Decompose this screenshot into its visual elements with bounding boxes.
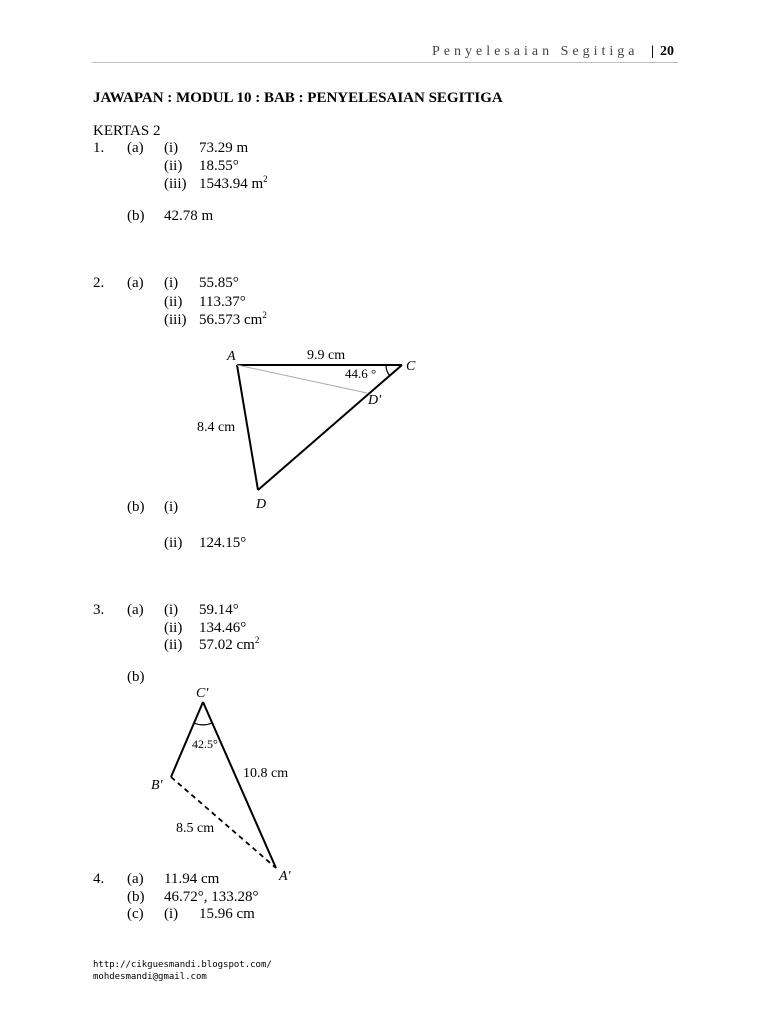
q3-vertex-c-label: C' <box>196 686 209 701</box>
q3-a-i-value: 59.14° <box>199 602 239 618</box>
q2-a-i-label: (i) <box>164 275 179 291</box>
q2-b-i-label: (i) <box>164 499 179 515</box>
section-label: KERTAS 2 <box>93 123 161 139</box>
q4-c-i-value: 15.96 cm <box>199 906 255 922</box>
q4-a-label: (a) <box>127 871 144 887</box>
q3-angle-c-arc <box>194 723 212 725</box>
q2-vertex-d-prime-label: D' <box>368 393 382 408</box>
q4-c-i-label: (i) <box>164 906 179 922</box>
q2-b-ii-value: 124.15° <box>199 535 247 551</box>
q1-a-label: (a) <box>127 140 144 156</box>
q1-a-iii-unit-exponent: 2 <box>263 174 268 184</box>
q3-vertex-a-label: A' <box>279 869 291 884</box>
q2-a-iii-unit-exponent: 2 <box>262 310 267 320</box>
q3-a-ii-value: 134.46° <box>199 620 247 636</box>
q1-a-i-label: (i) <box>164 140 179 156</box>
q3-side-ca <box>203 702 276 868</box>
running-header-title: Penyelesaian Segitiga <box>432 44 639 59</box>
q2-b-label: (b) <box>127 499 145 515</box>
q2-vertex-c-label: C <box>406 359 416 374</box>
q3-b-label: (b) <box>127 669 145 685</box>
q2-side-ad-label: 8.4 cm <box>197 420 236 435</box>
q1-a-ii-label: (ii) <box>164 158 183 174</box>
q3-side-ba-label: 8.5 cm <box>176 821 215 836</box>
q2-angle-c-label: 44.6 ° <box>345 366 377 381</box>
q1-a-ii-value: 18.55° <box>199 158 239 174</box>
q1-a-iii-value: 1543.94 $m^2$ <box>199 174 268 192</box>
page-number: 20 <box>660 44 674 59</box>
footer-email[interactable]: mohdesmandi@gmail.com <box>93 972 207 982</box>
q3-side-ca-label: 10.8 cm <box>243 766 289 781</box>
q4-a-value: 11.94 cm <box>164 871 220 887</box>
q3-a-iii-value: 57.02 $cm^2$ <box>199 635 260 653</box>
q1-a-i-value: 73.29 m <box>199 140 249 156</box>
q4-b-value: 46.72°, 133.28° <box>164 889 259 905</box>
q2-b-ii-label: (ii) <box>164 535 183 551</box>
q1-b-value: 42.78 m <box>164 208 214 224</box>
q3-vertex-b-label: B' <box>151 778 163 793</box>
q2-a-label: (a) <box>127 275 144 291</box>
q4-c-label: (c) <box>127 906 144 922</box>
q3-a-ii-label: (ii) <box>164 620 183 636</box>
q3-number: 3. <box>93 602 105 618</box>
q3-a-label: (a) <box>127 602 144 618</box>
q2-vertex-d-label: D <box>256 497 267 512</box>
q2-side-ac-label: 9.9 cm <box>307 348 346 363</box>
q2-vertex-a-label: A <box>227 349 236 364</box>
q3-a-iii-unit-exponent: 2 <box>254 635 260 645</box>
q3-a-iii-label: (ii) <box>164 637 183 653</box>
q1-number: 1. <box>93 140 105 156</box>
q4-b-label: (b) <box>127 889 145 905</box>
header-separator: | <box>651 44 655 59</box>
q2-a-ii-label: (ii) <box>164 294 183 310</box>
q2-a-iii-label: (iii) <box>164 312 187 328</box>
q1-b-label: (b) <box>127 208 145 224</box>
q2-a-iii-value: 56.573 $cm^2$ <box>199 310 267 328</box>
q2-number: 2. <box>93 275 105 291</box>
q1-a-iii-label: (iii) <box>164 176 187 192</box>
page-heading: JAWAPAN : MODUL 10 : BAB : PENYELESAIAN SEGITIGA <box>93 90 503 106</box>
footer-blog-link[interactable]: http://cikguesmandi.blogspot.com/ <box>93 960 272 970</box>
q3-a-i-label: (i) <box>164 602 179 618</box>
q2-a-ii-value: 113.37° <box>199 294 246 310</box>
q2-a-i-value: 55.85° <box>199 275 239 291</box>
q4-number: 4. <box>93 871 105 887</box>
q3-angle-c-label: 42.5° <box>192 737 218 751</box>
